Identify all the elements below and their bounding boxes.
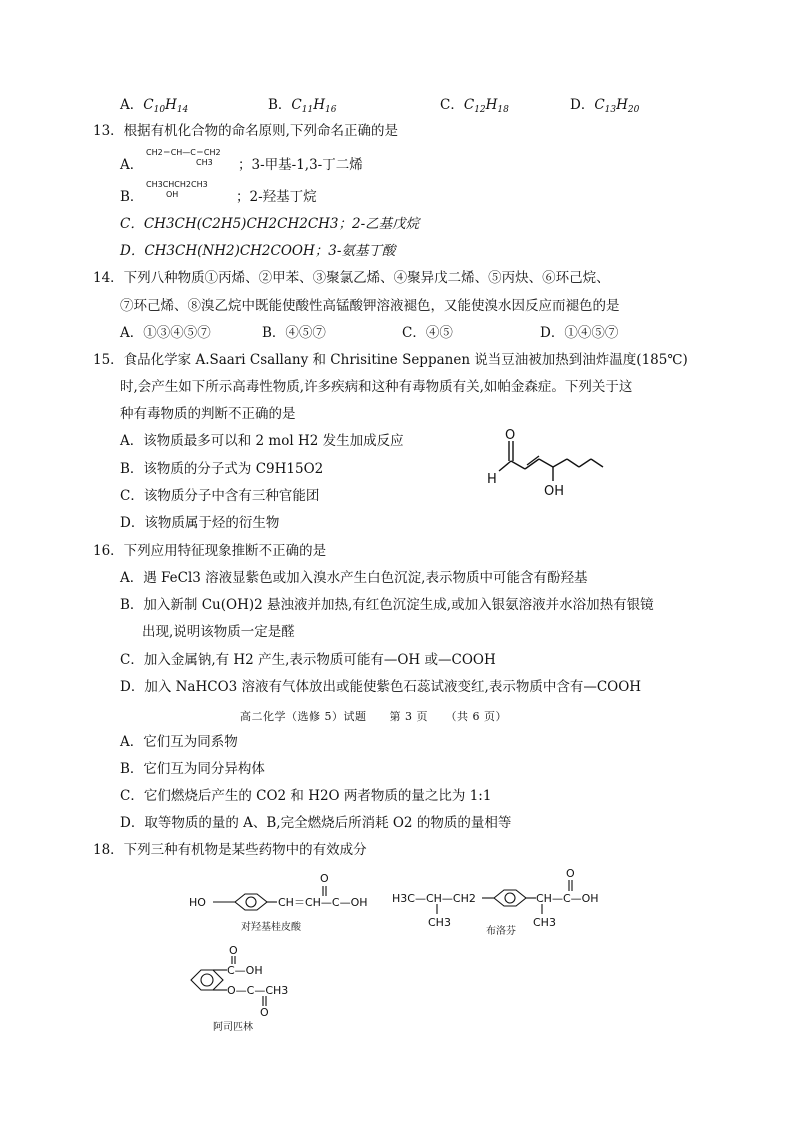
q18-m3-top: C—OH xyxy=(227,964,263,977)
q18-m3-o-bot: O xyxy=(260,1006,269,1019)
q18-stem: 18．下列三种有机物是某些药物中的有效成分 xyxy=(93,842,367,858)
q17-option-c: C．它们燃烧后产生的 CO2 和 H2O 两者物质的量之比为 1:1 xyxy=(120,788,492,804)
q18-m2-ch3-a: CH3 xyxy=(428,916,451,929)
q13-b-text: ；2-羟基丁烷 xyxy=(236,189,317,205)
q14-option-a: A．①③④⑤⑦ xyxy=(120,325,211,341)
q15-option-a: A．该物质最多可以和 2 mol H2 发生加成反应 xyxy=(120,433,404,449)
q14-stem-2: ⑦环己烯、⑧溴乙烷中既能使酸性高锰酸钾溶液褪色，又能使溴水因反应而褪色的是 xyxy=(120,298,620,314)
q15-molecule xyxy=(475,425,615,507)
q17-option-d: D．取等物质的量的 A、B,完全燃烧后所消耗 O2 的物质的量相等 xyxy=(120,815,512,831)
page-footer: 高二化学（选修 5）试题 第 3 页 （共 6 页） xyxy=(240,710,507,723)
q13-option-b-label: B． xyxy=(120,189,144,205)
q12-option-c: C．$C_{12}H_{18}$ xyxy=(440,97,509,115)
q13-a-text: ；3-甲基-1,3-丁二烯 xyxy=(238,157,363,173)
q12-option-a: A．$C_{10}H_{14}$ xyxy=(120,97,189,115)
q15-stem-1: 15．食品化学家 A.Saari Csallany 和 Chrisitine Seppanen 说当豆油被加热到油炸温度(185℃) xyxy=(93,352,688,368)
q15-mol-o: O xyxy=(505,428,516,443)
q18-molecule-ibuprofen xyxy=(390,866,620,938)
q16-option-d: D．加入 NaHCO3 溶液有气体放出或能使紫色石蕊试液变红,表示物质中含有—COOH xyxy=(120,679,642,695)
q18-m1-ho: HO xyxy=(189,896,206,909)
q18-m2-name: 布洛芬 xyxy=(486,926,516,937)
q14-option-d: D．①④⑤⑦ xyxy=(540,325,619,341)
q13-b-structure: CH3CHCH2CH3 OH xyxy=(146,180,208,199)
q15-stem-3: 种有毒物质的判断不正确的是 xyxy=(120,406,296,422)
q18-m3-bot: O—C—CH3 xyxy=(227,984,289,997)
q18-m1-chain: CH＝CH—C—OH xyxy=(278,896,368,909)
q18-m2-o: O xyxy=(566,867,575,880)
q15-option-d: D．该物质属于烃的衍生物 xyxy=(120,515,280,531)
q18-molecule-p-hydroxycinnamic-acid xyxy=(185,868,375,938)
q14-option-b: B．④⑤⑦ xyxy=(262,325,326,341)
q18-m2-left: H3C—CH—CH2 xyxy=(392,892,476,905)
q18-molecule-aspirin xyxy=(183,946,313,1036)
q14-stem-1: 14．下列八种物质①丙烯、②甲苯、③聚氯乙烯、④聚异戊二烯、⑤丙炔、⑥环己烷、 xyxy=(93,270,610,286)
q15-option-c: C．该物质分子中含有三种官能团 xyxy=(120,488,320,504)
q18-m1-name: 对羟基桂皮酸 xyxy=(241,922,301,933)
q16-stem: 16．下列应用特征现象推断不正确的是 xyxy=(93,543,327,559)
q13-stem: 13．根据有机化合物的命名原则,下列命名正确的是 xyxy=(93,123,398,139)
q18-m2-ch3-b: CH3 xyxy=(533,916,556,929)
q18-m3-o-top: O xyxy=(229,946,238,957)
q17-option-b: B．它们互为同分异构体 xyxy=(120,761,265,777)
q16-option-c: C．加入金属钠,有 H2 产生,表示物质可能有—OH 或—COOH xyxy=(120,652,496,668)
q13-option-d: D．CH3CH(NH2)CH2COOH；3-氨基丁酸 xyxy=(120,243,396,259)
q15-mol-h: H xyxy=(487,472,497,487)
q18-m1-o: O xyxy=(320,872,329,885)
q16-option-a: A．遇 FeCl3 溶液显紫色或加入溴水产生白色沉淀,表示物质中可能含有酚羟基 xyxy=(120,570,588,586)
q18-m2-right: CH—C—OH xyxy=(536,892,599,905)
q13-a-structure: CH2＝CH—C＝CH2 CH3 xyxy=(146,148,221,167)
q15-mol-oh: OH xyxy=(544,484,565,499)
q13-option-a-label: A． xyxy=(120,157,144,173)
q14-option-c: C．④⑤ xyxy=(402,325,453,341)
q12-option-d: D．$C_{13}H_{20}$ xyxy=(570,97,640,115)
q15-option-b: B．该物质的分子式为 C9H15O2 xyxy=(120,461,324,477)
q13-option-c: C．CH3CH(C2H5)CH2CH2CH3；2-乙基戊烷 xyxy=(120,216,420,232)
q15-stem-2: 时,会产生如下所示高毒性物质,许多疾病和这种有毒物质有关,如帕金森症。下列关于这 xyxy=(120,379,633,395)
q17-option-a: A．它们互为同系物 xyxy=(120,734,238,750)
q12-option-b: B．$C_{11}H_{16}$ xyxy=(268,97,337,115)
q16-option-b-2: 出现,说明该物质一定是醛 xyxy=(142,624,295,640)
q16-option-b-1: B．加入新制 Cu(OH)2 悬浊液并加热,有红色沉淀生成,或加入银氨溶液并水浴加热有银镜 xyxy=(120,597,654,613)
q18-m3-name: 阿司匹林 xyxy=(213,1022,253,1033)
